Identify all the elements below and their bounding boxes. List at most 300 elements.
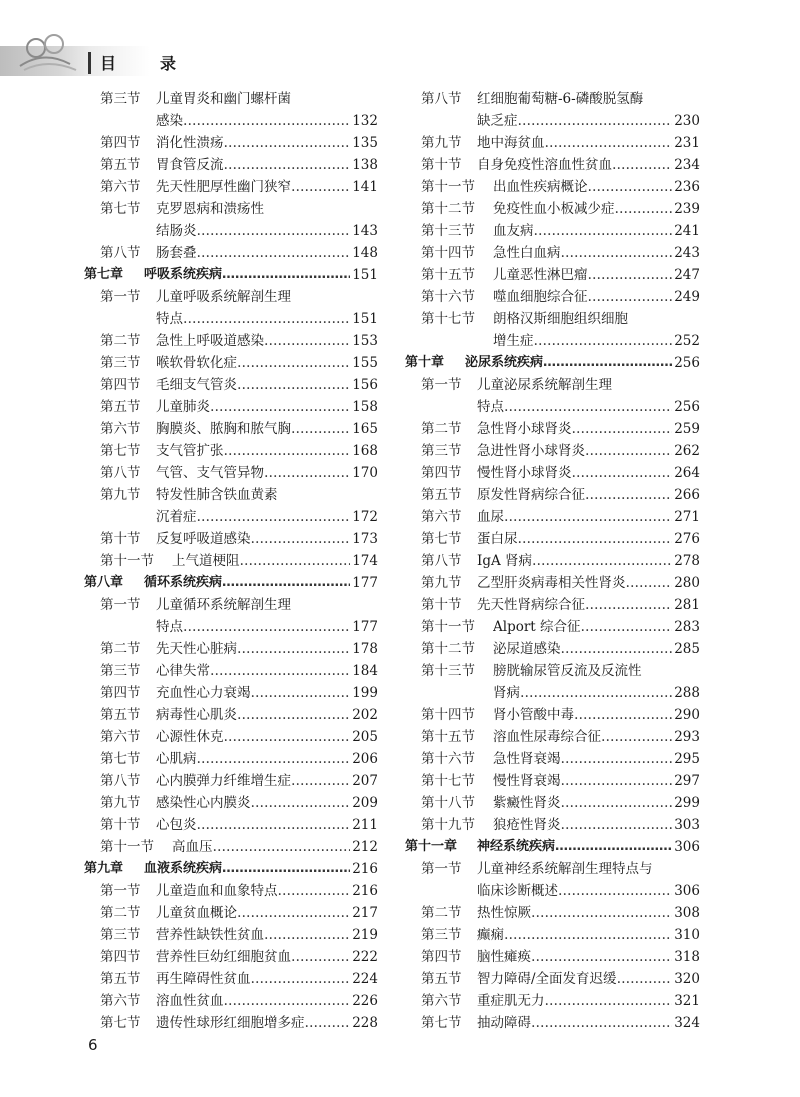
- toc-entry-title: [493, 198, 700, 220]
- toc-entry-title-text: 地中海贫血: [477, 135, 545, 151]
- toc-entry-title: [156, 704, 378, 726]
- toc-entry-number: 第九节: [421, 135, 462, 151]
- toc-entry-page: 148: [350, 242, 378, 264]
- toc-entry-title-text: 儿童恶性淋巴瘤: [493, 267, 588, 283]
- toc-entry-title: [493, 748, 700, 770]
- toc-entry-page: 228: [350, 1012, 378, 1034]
- toc-entry-number: 第十六节: [421, 289, 475, 305]
- toc-entry-title: [156, 990, 378, 1012]
- toc-entry-continuation[interactable]: [84, 110, 378, 132]
- toc-entry-page: 173: [350, 528, 378, 550]
- toc-entry-title: [477, 572, 700, 594]
- toc-entry-title: [172, 836, 378, 858]
- toc-section-entry[interactable]: [405, 946, 700, 968]
- toc-entry-continuation[interactable]: [405, 880, 700, 902]
- toc-section-entry[interactable]: [84, 132, 378, 154]
- toc-entry-page: 231: [672, 132, 700, 154]
- toc-entry-page: 290: [672, 704, 700, 726]
- toc-entry-title: [477, 836, 700, 858]
- toc-entry-number: 第三节: [421, 443, 462, 459]
- toc-entry-title: [156, 220, 378, 242]
- toc-entry-continuation[interactable]: [84, 220, 378, 242]
- toc-entry-title: [156, 506, 378, 528]
- toc-entry-page: 318: [672, 946, 700, 968]
- toc-entry-title: [493, 792, 700, 814]
- toc-entry-page: 306: [672, 836, 700, 858]
- toc-section-entry[interactable]: [84, 968, 378, 990]
- toc-entry-page: 285: [672, 638, 700, 660]
- toc-section-entry[interactable]: [84, 748, 378, 770]
- toc-entry-title-text: 紫癜性肾炎: [493, 795, 561, 811]
- toc-entry-title-text: Alport 综合征: [493, 619, 581, 635]
- toc-section-entry[interactable]: [84, 594, 378, 616]
- toc-section-entry[interactable]: [405, 198, 700, 220]
- toc-entry-number: 第十一节: [100, 839, 154, 855]
- toc-entry-page: 206: [350, 748, 378, 770]
- toc-entry-title-text: 原发性肾病综合征: [477, 487, 585, 503]
- toc-section-entry[interactable]: [84, 726, 378, 748]
- toc-entry-page: 266: [672, 484, 700, 506]
- toc-entry-title: [493, 726, 700, 748]
- toc-entry-title: [477, 528, 700, 550]
- toc-section-entry[interactable]: [405, 858, 700, 880]
- toc-entry-number: 第十九节: [421, 817, 475, 833]
- toc-entry-number: 第八章: [84, 575, 124, 590]
- toc-entry-title: [477, 968, 700, 990]
- toc-entry-title: [477, 550, 700, 572]
- toc-section-entry[interactable]: [405, 506, 700, 528]
- toc-entry-title-text: 结肠炎: [156, 223, 197, 239]
- toc-entry-continuation[interactable]: [84, 616, 378, 638]
- toc-section-entry[interactable]: [84, 242, 378, 264]
- toc-section-entry[interactable]: [405, 748, 700, 770]
- toc-entry-number: 第六节: [421, 509, 462, 525]
- toc-section-entry[interactable]: [84, 682, 378, 704]
- toc-entry-title-text: 反复呼吸道感染: [156, 531, 251, 547]
- toc-entry-number: 第三节: [100, 355, 141, 371]
- toc-entry-page: 299: [672, 792, 700, 814]
- toc-entry-number: 第十四节: [421, 707, 475, 723]
- toc-entry-number: 第十一节: [421, 179, 475, 195]
- toc-chapter-entry[interactable]: [405, 836, 700, 858]
- toc-section-entry[interactable]: [405, 440, 700, 462]
- toc-entry-page: 236: [672, 176, 700, 198]
- toc-entry-title: [477, 396, 700, 418]
- toc-section-entry[interactable]: [84, 660, 378, 682]
- toc-entry-number: 第一节: [100, 883, 141, 899]
- toc-entry-title-text: 缺乏症: [477, 113, 518, 129]
- toc-section-entry[interactable]: [405, 770, 700, 792]
- toc-entry-title: [477, 374, 700, 396]
- toc-entry-page: 310: [672, 924, 700, 946]
- toc-entry-page: 224: [350, 968, 378, 990]
- toc-section-entry[interactable]: [84, 704, 378, 726]
- toc-entry-title-text: 自身免疫性溶血性贫血: [477, 157, 612, 173]
- toc-entry-page: 205: [350, 726, 378, 748]
- toc-section-entry[interactable]: [405, 308, 700, 330]
- toc-entry-number: 第四节: [421, 949, 462, 965]
- toc-section-entry[interactable]: [84, 792, 378, 814]
- toc-entry-title: [493, 176, 700, 198]
- toc-entry-page: 178: [350, 638, 378, 660]
- toc-section-entry[interactable]: [405, 660, 700, 682]
- toc-entry-number: 第十四节: [421, 245, 475, 261]
- toc-entry-title-text: 急性白血病: [493, 245, 561, 261]
- toc-entry-title: [493, 770, 700, 792]
- toc-entry-title: [156, 748, 378, 770]
- toc-entry-number: 第三节: [100, 927, 141, 943]
- toc-entry-number: 第十五节: [421, 729, 475, 745]
- toc-section-entry[interactable]: [84, 1012, 378, 1034]
- toc-section-entry[interactable]: [405, 374, 700, 396]
- toc-entry-title-text: 儿童肺炎: [156, 399, 210, 415]
- toc-section-entry[interactable]: [405, 990, 700, 1012]
- toc-entry-page: 297: [672, 770, 700, 792]
- toc-entry-page: 271: [672, 506, 700, 528]
- toc-section-entry[interactable]: [84, 770, 378, 792]
- toc-entry-number: 第八节: [100, 245, 141, 261]
- toc-entry-title-text: 儿童循环系统解剖生理: [156, 597, 291, 613]
- toc-section-entry[interactable]: [405, 616, 700, 638]
- toc-entry-title: [144, 858, 378, 880]
- toc-entry-title: [156, 968, 378, 990]
- toc-entry-title: [156, 132, 378, 154]
- toc-section-entry[interactable]: [405, 924, 700, 946]
- toc-entry-title: [477, 110, 700, 132]
- toc-entry-title: [144, 264, 378, 286]
- toc-entry-number: 第十三节: [421, 223, 475, 239]
- toc-section-entry[interactable]: [84, 374, 378, 396]
- toc-entry-number: 第八节: [421, 553, 462, 569]
- toc-section-entry[interactable]: [405, 176, 700, 198]
- toc-entry-title-text: 抽动障碍: [477, 1015, 531, 1031]
- toc-entry-title-text: 临床诊断概述: [477, 883, 558, 899]
- toc-entry-title: [156, 418, 378, 440]
- toc-entry-number: 第十节: [421, 157, 462, 173]
- toc-section-entry[interactable]: [405, 132, 700, 154]
- toc-section-entry[interactable]: [84, 418, 378, 440]
- toc-entry-title-text: 胃食管反流: [156, 157, 224, 173]
- toc-entry-page: 303: [672, 814, 700, 836]
- toc-entry-number: 第九节: [421, 575, 462, 591]
- toc-chapter-entry[interactable]: [84, 858, 378, 880]
- toc-entry-title: [493, 638, 700, 660]
- toc-section-entry[interactable]: [84, 836, 378, 858]
- toc-section-entry[interactable]: [84, 990, 378, 1012]
- toc-section-entry[interactable]: [405, 902, 700, 924]
- toc-entry-page: 209: [350, 792, 378, 814]
- toc-entry-page: 158: [350, 396, 378, 418]
- toc-entry-title-text: 儿童胃炎和幽门螺杆菌: [156, 91, 291, 107]
- toc-section-entry[interactable]: [84, 396, 378, 418]
- toc-entry-title-text: 智力障碍/全面发育迟缓: [477, 971, 617, 987]
- toc-entry-page: 278: [672, 550, 700, 572]
- toc-entry-title: [156, 792, 378, 814]
- toc-section-entry[interactable]: [405, 704, 700, 726]
- toc-entry-continuation[interactable]: [405, 330, 700, 352]
- toc-section-entry[interactable]: [405, 594, 700, 616]
- toc-entry-page: 138: [350, 154, 378, 176]
- toc-entry-page: 177: [350, 616, 378, 638]
- toc-section-entry[interactable]: [84, 88, 378, 110]
- toc-section-entry[interactable]: [84, 440, 378, 462]
- toc-entry-number: 第九节: [100, 487, 141, 503]
- toc-entry-page: 264: [672, 462, 700, 484]
- toc-section-entry[interactable]: [84, 352, 378, 374]
- toc-entry-page: 324: [672, 1012, 700, 1034]
- toc-section-entry[interactable]: [84, 638, 378, 660]
- toc-entry-number: 第五节: [100, 399, 141, 415]
- toc-entry-title-text: 充血性心力衰竭: [156, 685, 251, 701]
- toc-entry-title-text: 特发性肺含铁血黄素: [156, 487, 278, 503]
- toc-entry-title: [493, 660, 700, 682]
- toc-entry-title-text: 朗格汉斯细胞组织细胞: [493, 311, 628, 327]
- toc-section-entry[interactable]: [405, 968, 700, 990]
- toc-entry-page: 202: [350, 704, 378, 726]
- toc-section-entry[interactable]: [405, 792, 700, 814]
- toc-entry-number: 第五节: [100, 707, 141, 723]
- toc-entry-number: 第二节: [100, 641, 141, 657]
- toc-entry-title: [156, 770, 378, 792]
- toc-entry-page: 156: [350, 374, 378, 396]
- toc-entry-title-text: 病毒性心肌炎: [156, 707, 237, 723]
- toc-entry-number: 第一节: [421, 861, 462, 877]
- toc-entry-page: 174: [350, 550, 378, 572]
- toc-entry-title-text: 支气管扩张: [156, 443, 224, 459]
- toc-chapter-entry[interactable]: [405, 352, 700, 374]
- toc-entry-title: [156, 396, 378, 418]
- toc-entry-page: 184: [350, 660, 378, 682]
- toc-entry-page: 320: [672, 968, 700, 990]
- toc-entry-number: 第十八节: [421, 795, 475, 811]
- toc-entry-title: [156, 242, 378, 264]
- toc-entry-number: 第七节: [421, 1015, 462, 1031]
- toc-entry-page: 306: [672, 880, 700, 902]
- toc-section-entry[interactable]: [84, 946, 378, 968]
- toc-entry-title: [156, 616, 378, 638]
- toc-entry-number: 第二节: [100, 333, 141, 349]
- toc-entry-title: [156, 726, 378, 748]
- toc-entry-page: 172: [350, 506, 378, 528]
- toc-entry-continuation[interactable]: [84, 506, 378, 528]
- toc-right-column: [405, 88, 700, 1034]
- toc-entry-number: 第十节: [421, 597, 462, 613]
- toc-entry-title-text: 心律失常: [156, 663, 210, 679]
- toc-entry-page: 243: [672, 242, 700, 264]
- toc-section-entry[interactable]: [84, 330, 378, 352]
- toc-section-entry[interactable]: [84, 902, 378, 924]
- toc-entry-page: 168: [350, 440, 378, 462]
- toc-entry-title: [493, 616, 700, 638]
- toc-entry-title: [493, 814, 700, 836]
- toc-entry-title: [172, 550, 378, 572]
- toc-entry-title: [156, 198, 378, 220]
- toc-chapter-entry[interactable]: [84, 264, 378, 286]
- toc-entry-title: [156, 484, 378, 506]
- toc-entry-title-text: 红细胞葡萄糖-6-磷酸脱氢酶: [477, 91, 644, 107]
- toc-entry-title: [156, 682, 378, 704]
- toc-entry-number: 第一节: [100, 289, 141, 305]
- toc-entry-number: 第四节: [100, 949, 141, 965]
- toc-entry-title: [156, 154, 378, 176]
- toc-entry-title: [477, 990, 700, 1012]
- toc-entry-title-text: 膀胱输尿管反流及反流性: [493, 663, 642, 679]
- toc-entry-title: [477, 154, 700, 176]
- toc-entry-number: 第七节: [100, 751, 141, 767]
- header-divider: [88, 52, 91, 74]
- toc-entry-title-text: 心源性休克: [156, 729, 224, 745]
- toc-entry-title-text: 血友病: [493, 223, 534, 239]
- toc-entry-title-text: 心包炎: [156, 817, 197, 833]
- toc-entry-number: 第四节: [421, 465, 462, 481]
- toc-section-entry[interactable]: [405, 88, 700, 110]
- toc-section-entry[interactable]: [84, 462, 378, 484]
- toc-section-entry[interactable]: [84, 484, 378, 506]
- toc-entry-title-text: 乙型肝炎病毒相关性肾炎: [477, 575, 626, 591]
- toc-entry-page: 219: [350, 924, 378, 946]
- toc-entry-title: [477, 506, 700, 528]
- toc-entry-number: 第一节: [100, 597, 141, 613]
- toc-entry-title-text: 免疫性血小板减少症: [493, 201, 615, 217]
- toc-entry-title: [156, 660, 378, 682]
- toc-section-entry[interactable]: [405, 220, 700, 242]
- toc-entry-title-text: 高血压: [172, 839, 213, 855]
- toc-entry-title-text: 毛细支气管炎: [156, 377, 237, 393]
- toc-entry-title-text: 儿童呼吸系统解剖生理: [156, 289, 291, 305]
- toc-entry-page: 153: [350, 330, 378, 352]
- toc-entry-page: 256: [672, 352, 700, 374]
- toc-entry-title-text: 急性上呼吸道感染: [156, 333, 264, 349]
- toc-entry-page: 212: [350, 836, 378, 858]
- toc-entry-continuation[interactable]: [84, 308, 378, 330]
- toc-entry-page: 295: [672, 748, 700, 770]
- toc-section-entry[interactable]: [84, 286, 378, 308]
- toc-section-entry[interactable]: [405, 638, 700, 660]
- toc-entry-continuation[interactable]: [405, 682, 700, 704]
- toc-entry-title: [477, 440, 700, 462]
- toc-entry-title: [477, 880, 700, 902]
- toc-section-entry[interactable]: [405, 550, 700, 572]
- toc-entry-title: [477, 902, 700, 924]
- toc-entry-page: 288: [672, 682, 700, 704]
- toc-entry-title-text: 出血性疾病概论: [493, 179, 588, 195]
- toc-section-entry[interactable]: [405, 528, 700, 550]
- toc-entry-page: 252: [672, 330, 700, 352]
- toc-entry-page: 207: [350, 770, 378, 792]
- toc-section-entry[interactable]: [84, 154, 378, 176]
- toc-entry-title: [156, 286, 378, 308]
- toc-entry-page: 151: [350, 264, 378, 286]
- toc-entry-number: 第八节: [100, 465, 141, 481]
- toc-section-entry[interactable]: [84, 198, 378, 220]
- toc-entry-title-text: 血液系统疾病: [144, 861, 223, 876]
- toc-section-entry[interactable]: [405, 242, 700, 264]
- toc-entry-title: [477, 924, 700, 946]
- toc-entry-continuation[interactable]: [405, 110, 700, 132]
- toc-entry-title: [493, 682, 700, 704]
- toc-section-entry[interactable]: [405, 154, 700, 176]
- toc-entry-number: 第十二节: [421, 201, 475, 217]
- toc-entry-continuation[interactable]: [405, 396, 700, 418]
- toc-entry-number: 第十节: [100, 817, 141, 833]
- toc-entry-title-text: 溶血性尿毒综合征: [493, 729, 601, 745]
- toc-section-entry[interactable]: [405, 814, 700, 836]
- toc-section-entry[interactable]: [84, 550, 378, 572]
- toc-section-entry[interactable]: [405, 572, 700, 594]
- toc-entry-page: 321: [672, 990, 700, 1012]
- toc-entry-title: [156, 880, 378, 902]
- toc-entry-title-text: 胸膜炎、脓胸和脓气胸: [156, 421, 291, 437]
- toc-section-entry[interactable]: [84, 176, 378, 198]
- toc-entry-title-text: 狼疮性肾炎: [493, 817, 561, 833]
- toc-entry-title: [477, 1012, 700, 1034]
- toc-entry-page: 216: [350, 880, 378, 902]
- toc-entry-number: 第六节: [100, 179, 141, 195]
- toc-entry-title: [156, 440, 378, 462]
- toc-entry-number: 第十二节: [421, 641, 475, 657]
- toc-section-entry[interactable]: [405, 462, 700, 484]
- toc-entry-number: 第十一节: [421, 619, 475, 635]
- toc-entry-number: 第九节: [100, 795, 141, 811]
- toc-entry-title: [493, 286, 700, 308]
- toc-entry-page: 165: [350, 418, 378, 440]
- toc-entry-title-text: 感染性心内膜炎: [156, 795, 251, 811]
- toc-section-entry[interactable]: [84, 924, 378, 946]
- toc-entry-number: 第七节: [421, 531, 462, 547]
- toc-entry-title-text: 心肌病: [156, 751, 197, 767]
- toc-entry-page: 211: [350, 814, 378, 836]
- toc-entry-title-text: 营养性巨幼红细胞贫血: [156, 949, 291, 965]
- toc-entry-page: 293: [672, 726, 700, 748]
- toc-entry-title: [156, 88, 378, 110]
- toc-entry-title-text: 沉着症: [156, 509, 197, 525]
- toc-entry-title-text: 儿童神经系统解剖生理特点与: [477, 861, 653, 877]
- toc-section-entry[interactable]: [405, 484, 700, 506]
- toc-entry-title: [156, 638, 378, 660]
- toc-section-entry[interactable]: [405, 418, 700, 440]
- toc-entry-title-text: 儿童贫血概论: [156, 905, 237, 921]
- toc-section-entry[interactable]: [84, 880, 378, 902]
- toc-entry-title-text: 再生障碍性贫血: [156, 971, 251, 987]
- toc-section-entry[interactable]: [405, 286, 700, 308]
- toc-entry-page: 132: [350, 110, 378, 132]
- toc-entry-title-text: 呼吸系统疾病: [144, 267, 223, 282]
- toc-entry-title-text: 噬血细胞综合征: [493, 289, 588, 305]
- toc-entry-number: 第十章: [405, 355, 445, 370]
- toc-entry-page: 177: [350, 572, 378, 594]
- toc-entry-number: 第四节: [100, 135, 141, 151]
- toc-entry-page: 283: [672, 616, 700, 638]
- toc-section-entry[interactable]: [405, 726, 700, 748]
- toc-section-entry[interactable]: [405, 264, 700, 286]
- toc-entry-title: [477, 946, 700, 968]
- toc-section-entry[interactable]: [84, 528, 378, 550]
- toc-entry-page: 280: [672, 572, 700, 594]
- toc-entry-number: 第四节: [100, 377, 141, 393]
- toc-entry-title: [156, 110, 378, 132]
- toc-entry-page: 259: [672, 418, 700, 440]
- toc-entry-number: 第十一节: [100, 553, 154, 569]
- toc-entry-title: [156, 308, 378, 330]
- toc-chapter-entry[interactable]: [84, 572, 378, 594]
- toc-entry-page: 241: [672, 220, 700, 242]
- toc-entry-number: 第五节: [100, 157, 141, 173]
- toc-entry-number: 第十节: [100, 531, 141, 547]
- toc-entry-title: [477, 858, 700, 880]
- toc-entry-title: [156, 924, 378, 946]
- toc-section-entry[interactable]: [84, 814, 378, 836]
- toc-section-entry[interactable]: [405, 1012, 700, 1034]
